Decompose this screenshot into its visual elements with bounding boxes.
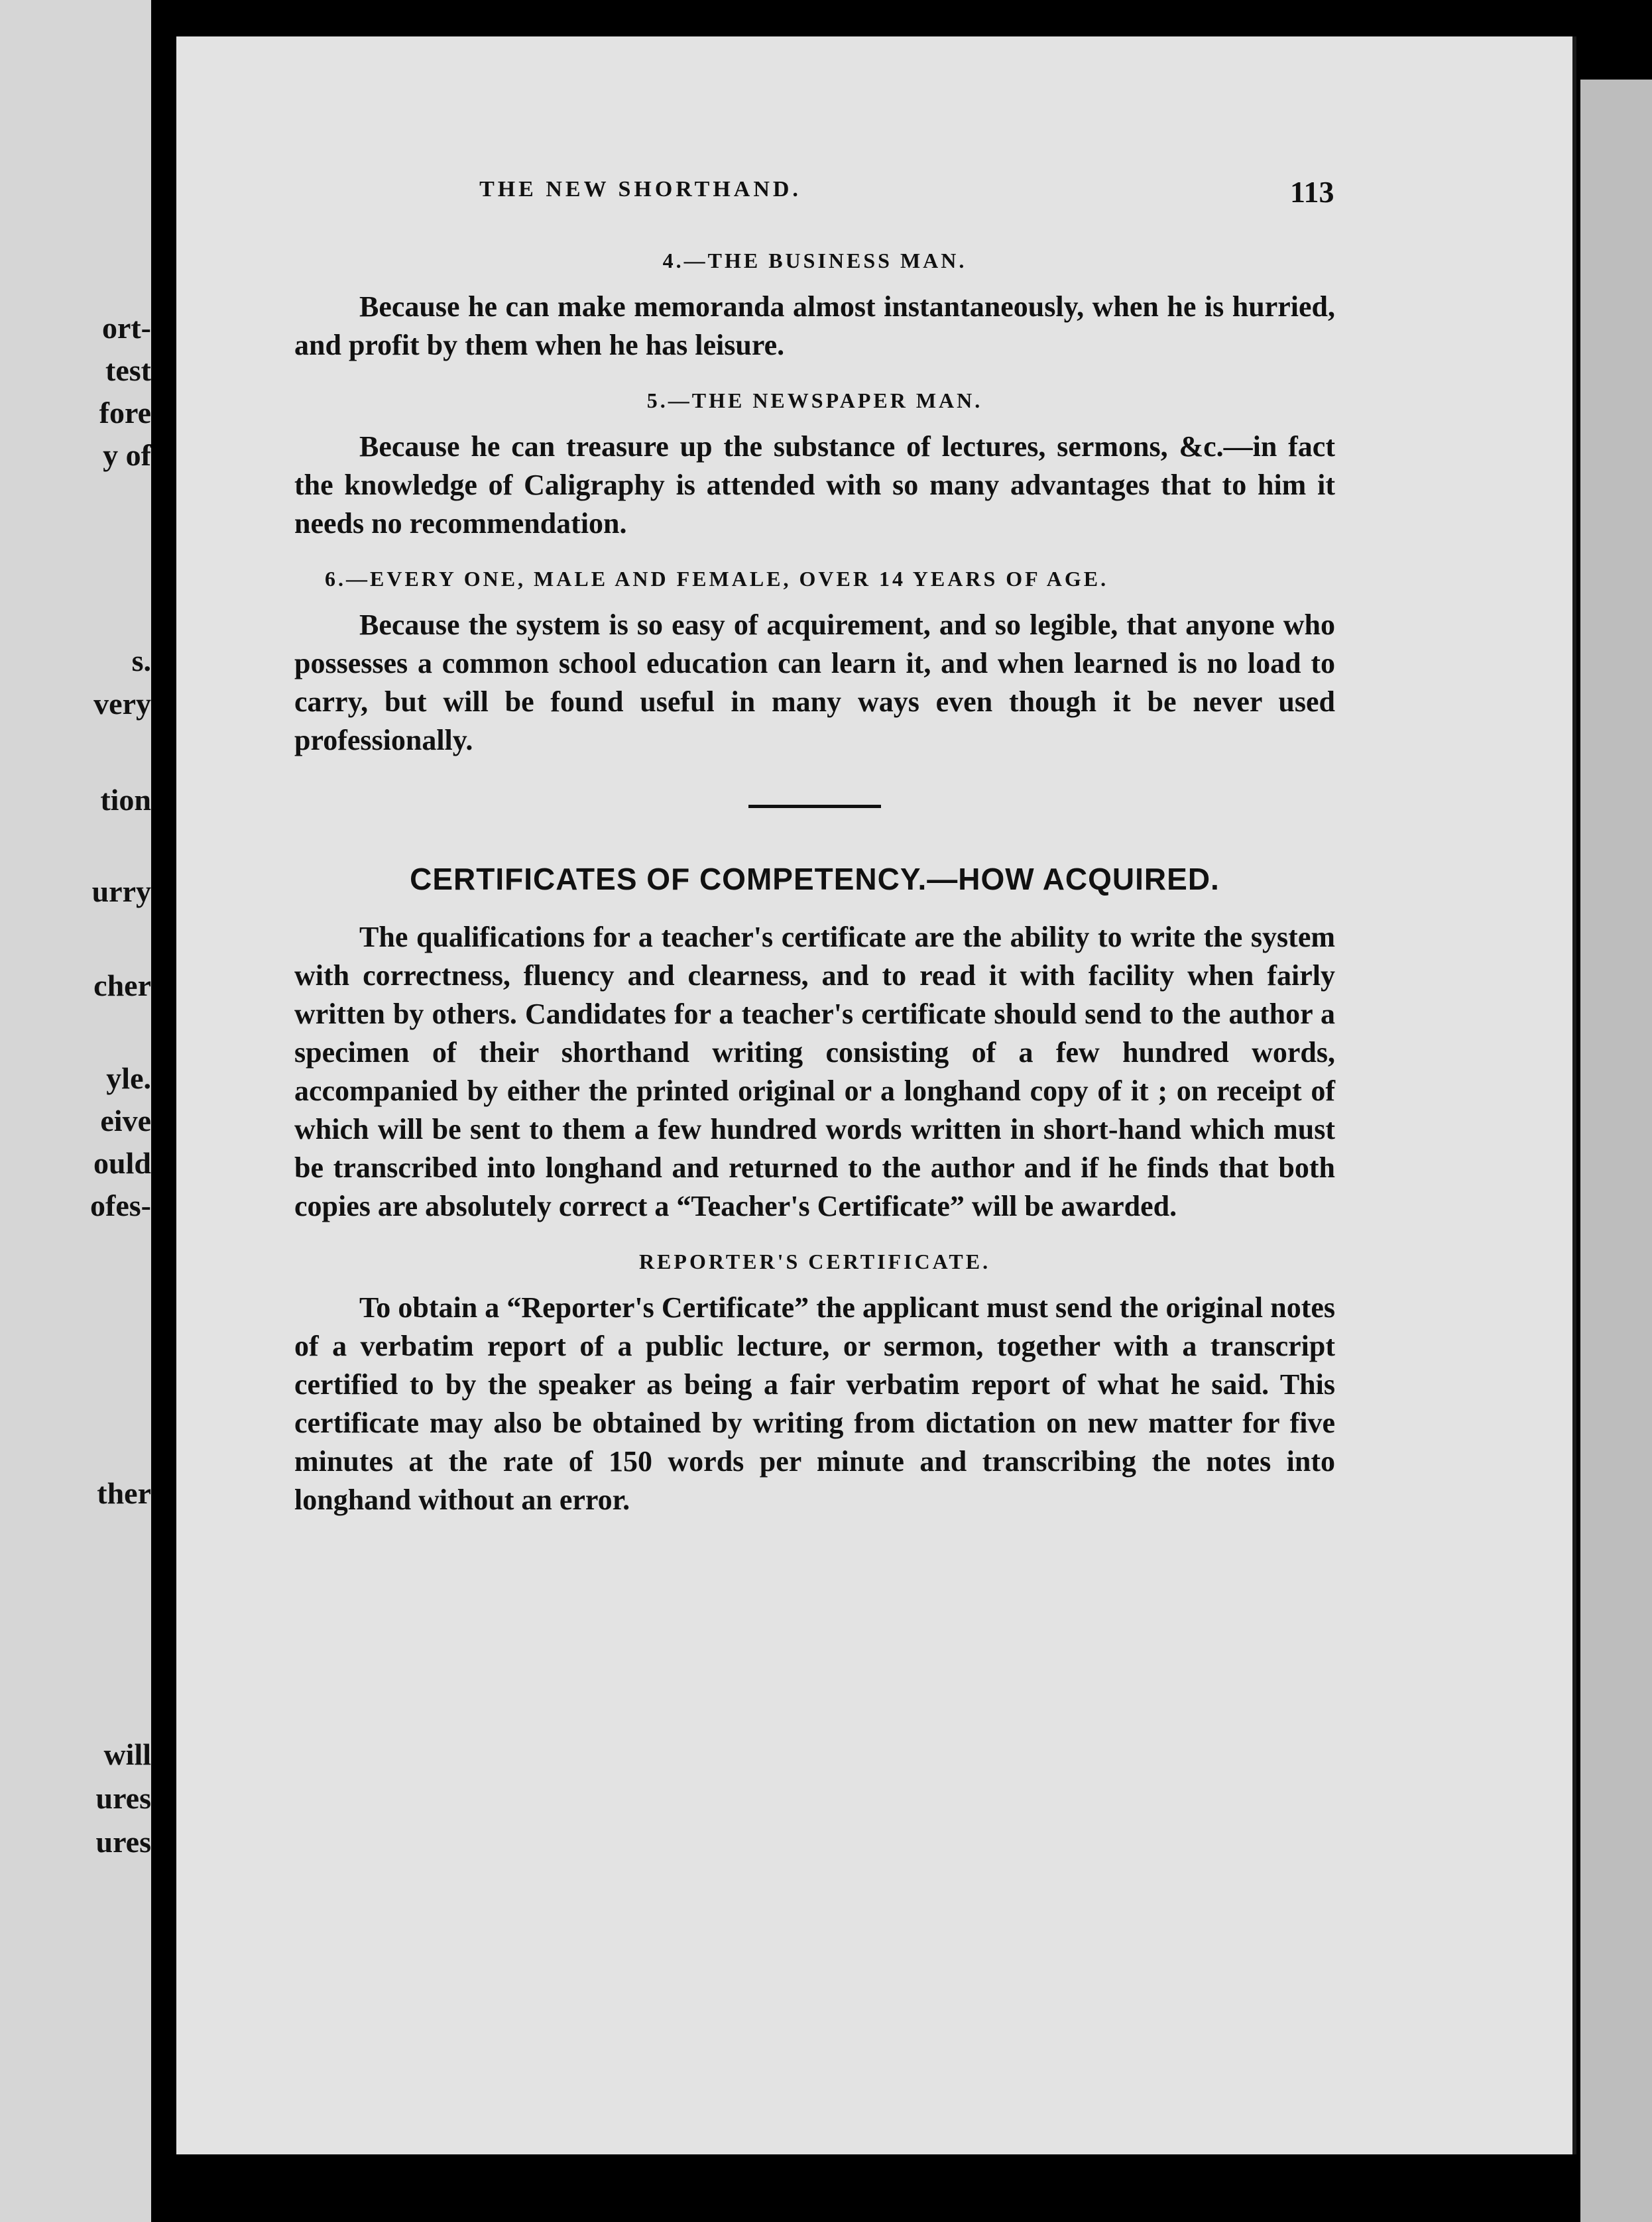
left-page-fragment: eive (100, 1104, 151, 1138)
left-page-fragment: ures (95, 1781, 151, 1815)
reporters-certificate-heading: REPORTER'S CERTIFICATE. (638, 1250, 991, 1273)
next-page-edge (1580, 80, 1652, 2222)
newspaper-man-paragraph: Because he can treasure up the substance of lectures, sermons, &c.—in fact the knowledge of Caligraphy is attended with so many advantages that to him it needs no recommendation. (294, 430, 1335, 540)
page-content (294, 249, 1335, 1543)
certificates-paragraph: The qualifications for a teacher's certificate are the ability to write the system with correctness, fluency and clearness, and to read it with facility when fairly written by others. Candidates for a teacher's certificate should send to the author a specimen of their shorthand writing consisting of a few hundred words, accompanied by either the printed original or a longhand copy of it ; on receipt of which will be sent to them a few hundred words written in short-hand which must be transcribed into longhand and returned to the author and if he finds that both copies are absolutely correct a “Teacher's Certificate” will be awarded. (294, 921, 1335, 1222)
left-page-fragment: ould (93, 1146, 151, 1180)
left-page-fragment: test (105, 353, 151, 387)
left-page-fragment: urry (91, 874, 151, 908)
left-page-fragment: yle. (106, 1061, 151, 1095)
book-page (176, 36, 1576, 2154)
left-page-fragment: will (103, 1737, 151, 1771)
left-page-fragment: ures (95, 1825, 151, 1859)
every-one-heading: 6.—EVERY ONE, MALE AND FEMALE, OVER 14 YEARS OF AGE. (325, 567, 1109, 591)
left-page-fragment: y of (103, 438, 151, 472)
left-page-fragment: very (93, 687, 151, 721)
newspaper-man-heading: 5.—THE NEWSPAPER MAN. (646, 388, 983, 412)
left-page-fragment: ofes- (90, 1189, 151, 1222)
left-page-fragment: s. (131, 644, 151, 677)
left-facing-page (0, 0, 151, 2222)
business-man-paragraph: Because he can make memoranda almost instantaneously, when he is hurried, and profit by them when he has leisure. (294, 290, 1335, 361)
page-number: 113 (1290, 175, 1334, 209)
running-head: THE NEW SHORTHAND. (479, 177, 801, 202)
left-page-fragment: tion (100, 783, 151, 817)
reporters-certificate-paragraph: To obtain a “Reporter's Certificate” the applicant must send the original notes of a verbatim report of a public lecture, or sermon, together with a transcript certified to by the speaker as being a fair verbatim report of what he said. This certificate may also be obtained by writing from dictation on new matter for five minutes at the rate of 150 words per minute and transcribing the notes into longhand without an error. (294, 1291, 1335, 1516)
certificates-title: CERTIFICATES OF COMPETENCY.—HOW ACQUIRED. (410, 862, 1220, 896)
left-page-fragment: ort- (101, 311, 151, 345)
left-page-fragment: fore (99, 396, 151, 430)
section-divider (748, 805, 881, 808)
business-man-heading: 4.—THE BUSINESS MAN. (662, 249, 967, 272)
book-gutter (151, 0, 176, 2222)
left-page-fragment: ther (97, 1476, 151, 1510)
every-one-paragraph: Because the system is so easy of acquirement, and so legible, that anyone who possesses a common school education can learn it, and when learned is no load to carry, but will be found useful in many ways even though it be never used professionally. (294, 609, 1335, 756)
left-page-fragment: cher (93, 968, 151, 1002)
